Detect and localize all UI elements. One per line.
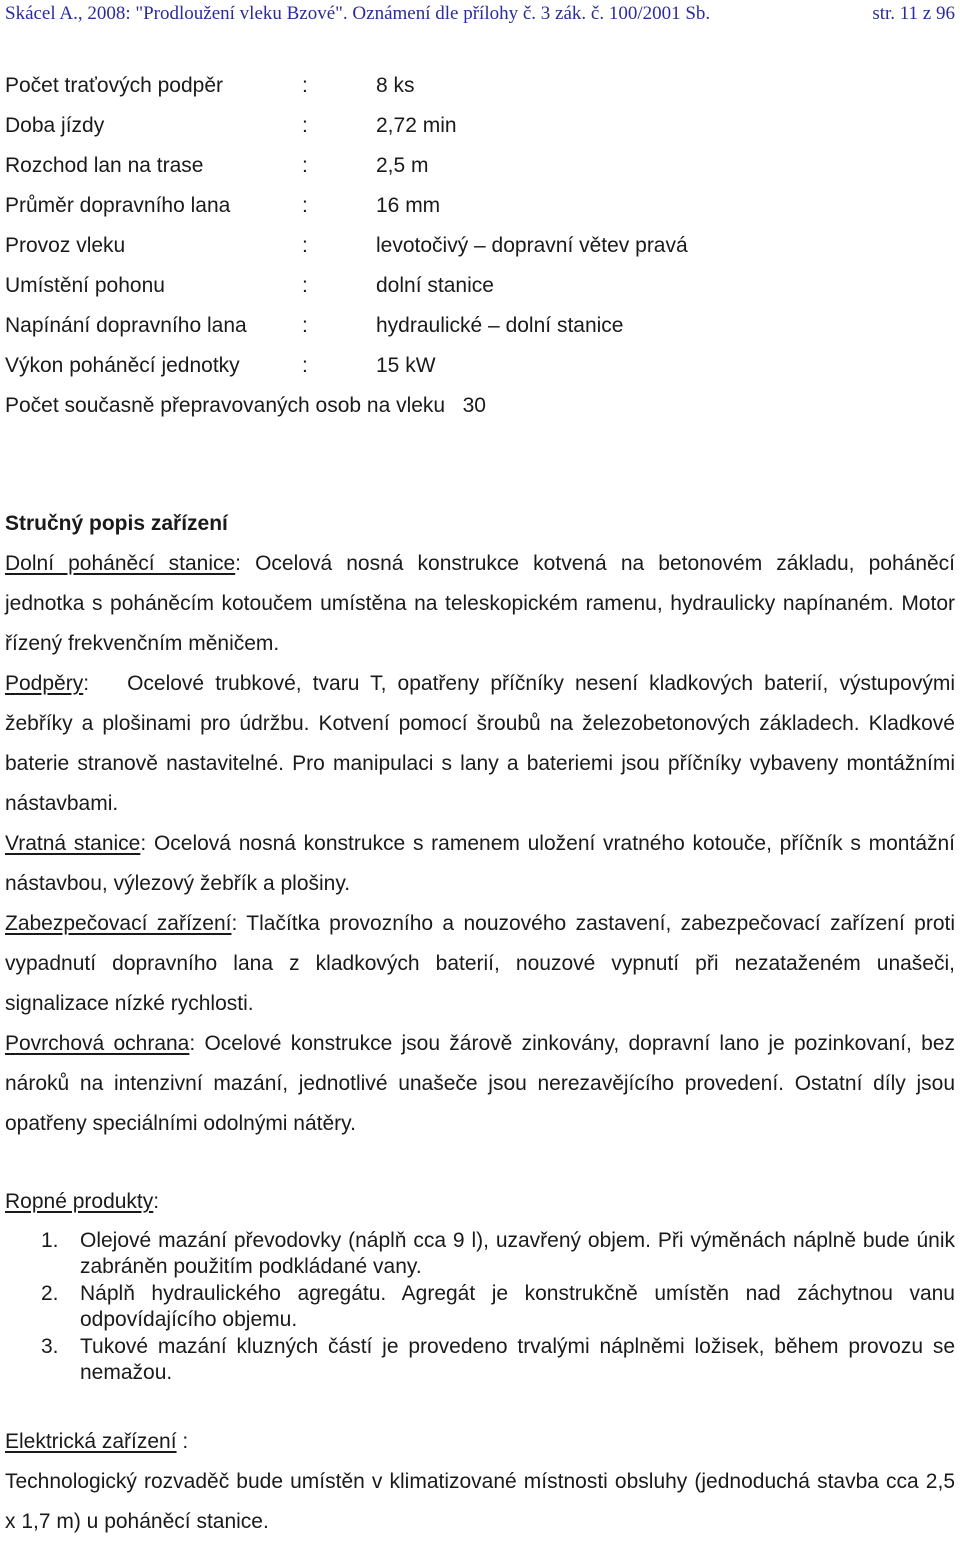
spec-row — [5, 66, 955, 106]
page-number: str. 11 z 96 — [872, 3, 955, 24]
spec-label: Provoz vleku — [5, 234, 126, 257]
spec-label: Doba jízdy — [5, 114, 105, 137]
spec-row — [5, 186, 955, 226]
spec-separator: : — [302, 154, 308, 177]
spec-value: levotočivý – dopravní větev pravá — [376, 234, 688, 257]
spec-separator: : — [302, 234, 308, 257]
spec-value: 8 ks — [376, 74, 415, 97]
spec-row — [5, 266, 955, 306]
spec-value: 2,5 m — [376, 154, 429, 177]
spec-value: hydraulické – dolní stanice — [376, 314, 624, 337]
spec-value: 15 kW — [376, 354, 436, 377]
electrical-heading-text: Elektrická zařízení — [5, 1430, 177, 1453]
paragraph-text: : Ocelová nosná konstrukce kotvená na betonovém základu, poháněcí jednotka s poháněcím kotoučem umístěna na teleskopickém ramenu, hydraulicky napínaném. Motor řízený frekvenčním měničem. — [5, 552, 956, 655]
spec-label: Rozchod lan na trase — [5, 154, 204, 177]
paragraph-return-station — [5, 824, 955, 904]
spec-separator: : — [302, 274, 308, 297]
description-section — [5, 504, 955, 1144]
spec-label: Průměr dopravního lana — [5, 194, 231, 217]
spec-value: dolní stanice — [376, 274, 494, 297]
paragraph-text: : Ocelové konstrukce jsou žárově zinkovány, dopravní lano je pozinkovaní, bez nároků na intenzivní mazání, jednotlivé unašeče jsou nerezavějícího provedení. Ostatní díly jsou opatřeny speciálními odolnými nátěry. — [5, 1032, 955, 1135]
electrical-heading: Elektrická zařízení : — [5, 1430, 189, 1453]
list-item — [5, 1281, 955, 1333]
list-number: 1. — [41, 1229, 59, 1252]
spec-row — [5, 106, 955, 146]
spec-separator: : — [302, 314, 308, 337]
paragraph-text: : Tlačítka provozního a nouzového zastavení, zabezpečovací zařízení proti vypadnutí dopravního lana z kladkových baterií, nouzové vypnutí při nezataženém unašeči, signalizace nízké rychlosti. — [5, 912, 955, 1015]
spec-separator: : — [302, 74, 308, 97]
paragraph-lower-station — [5, 544, 955, 664]
term-return-station: Vratná stanice — [5, 832, 141, 855]
spec-separator: : — [302, 114, 308, 137]
paragraph-supports: Podpěry: Ocelové trubkové, tvaru T, opatřeny příčníky nesení kladkových baterií, výstupovými žebříky a plošinami pro údržbu. Kotvení pomocí šroubů na železobetonových základech. Kladkové baterie stranově nastavitelné. Pro manipulaci s lany a bateriemi jsou příčníky vybaveny montážními nástavbami. — [5, 672, 955, 815]
term-lower-station: Dolní poháněcí stanice — [5, 552, 236, 575]
term-surface: Povrchová ochrana — [5, 1032, 190, 1055]
spec-row — [5, 226, 955, 266]
spec-label: Počet traťových podpěr — [5, 74, 223, 97]
term-supports: Podpěry — [5, 672, 84, 695]
paragraph-surface — [5, 1024, 955, 1144]
spec-value: 2,72 min — [376, 114, 457, 137]
spec-row — [5, 346, 955, 386]
spec-separator: : — [302, 354, 308, 377]
list-text: Tukové mazání kluzných částí je provedeno trvalými náplněmi ložisek, během provozu se nemažou. — [80, 1335, 955, 1384]
list-number: 2. — [41, 1282, 59, 1305]
list-number: 3. — [41, 1335, 59, 1358]
paragraph-safety — [5, 904, 955, 1024]
spec-row — [5, 146, 955, 186]
page-header — [5, 0, 955, 34]
list-text: Náplň hydraulického agregátu. Agregát je konstrukčně umístěn nad záchytnou vanu odpovídajícího objemu. — [80, 1282, 955, 1331]
spec-list — [5, 66, 955, 426]
list-text: Olejové mazání převodovky (náplň cca 9 l), uzavřený objem. Při výměnách náplně bude únik zabráněn použitím podkládané vany. — [80, 1229, 955, 1278]
header-citation: Skácel A., 2008: "Prodloužení vleku Bzové". Oznámení dle přílohy č. 3 zák. č. 100/2001 Sb. — [5, 3, 711, 24]
spec-persons-text: Počet současně přepravovaných osob na vleku 30 — [5, 394, 486, 417]
list-item — [5, 1334, 955, 1386]
spec-label: Umístění pohonu — [5, 274, 165, 297]
paragraph-text: Ocelové trubkové, tvaru T, opatřeny příčníky nesení kladkových baterií, výstupovými žebříky a plošinami pro údržbu. Kotvení pomocí šroubů na železobetonových základech. Kladkové baterie stranově nastavitelné. Pro manipulaci s lany a bateriemi jsou příčníky vybaveny montážními nástavbami. — [5, 672, 955, 815]
oil-products-heading: Ropné produkty: — [5, 1190, 160, 1213]
paragraph-text: : Ocelová nosná konstrukce s ramenem uložení vratného kotouče, příčník s montážní nástavbou, výlezový žebřík a plošiny. — [5, 832, 956, 895]
oil-heading-text: Ropné produkty — [5, 1190, 154, 1213]
spec-label: Výkon poháněcí jednotky — [5, 354, 240, 377]
spec-separator: : — [302, 194, 308, 217]
spec-label: Napínání dopravního lana — [5, 314, 247, 337]
spec-row — [5, 306, 955, 346]
term-safety: Zabezpečovací zařízení — [5, 912, 232, 935]
oil-products-list — [5, 1228, 955, 1387]
section-title: Stručný popis zařízení — [5, 512, 228, 535]
spec-value: 16 mm — [376, 194, 441, 217]
electrical-paragraph: Technologický rozvaděč bude umístěn v klimatizované místnosti obsluhy (jednoduchá stavba cca 2,5 x 1,7 m) u poháněcí stanice. — [5, 1470, 955, 1533]
list-item — [5, 1228, 955, 1280]
spec-row-persons — [5, 386, 955, 426]
